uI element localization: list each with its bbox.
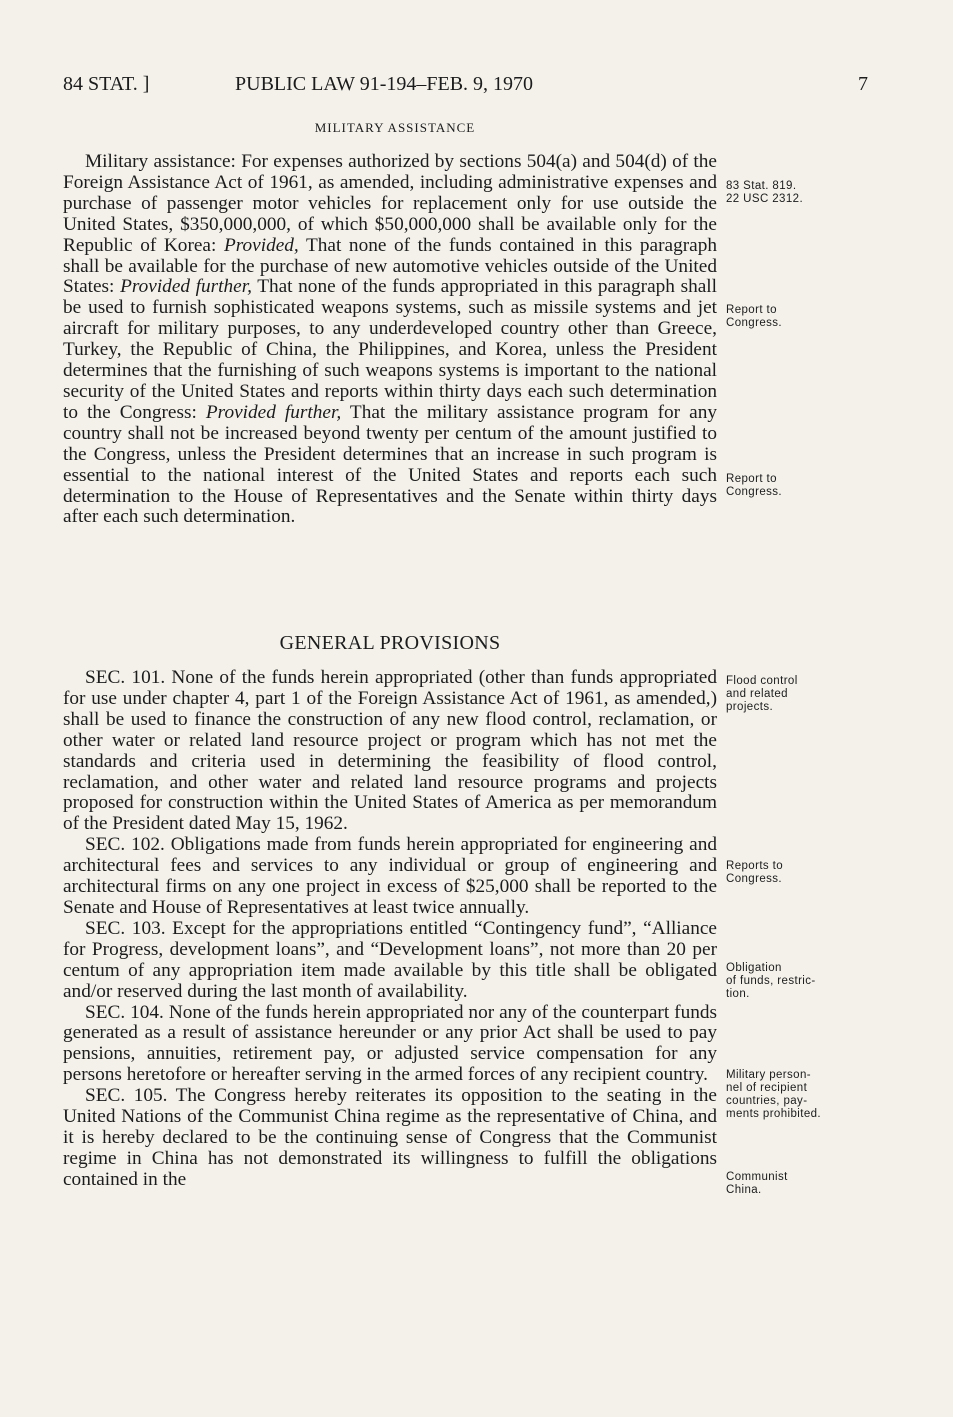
page-number: 7: [858, 73, 868, 95]
section-label: SEC. 102.: [85, 834, 165, 856]
provided-clause: Provided further,: [205, 401, 342, 423]
section-paragraph: SEC. 104. None of the funds herein appropriated nor any of the counterpart funds generated as a result of assistance hereunder or any prior Act shall be used to pay pensions, annuities, retirement pay, or adjusted service compensation for any persons heretofore or hereafter serving in the armed forces of any recipient country.: [63, 1001, 718, 1086]
general-provisions-heading: GENERAL PROVISIONS: [279, 632, 501, 654]
section-label: SEC. 104.: [85, 1001, 164, 1023]
general-provisions-text: [63, 668, 717, 1191]
military-assistance-text: [63, 152, 717, 528]
margin-note-reports: Reports to Congress.: [726, 860, 784, 885]
running-header: PUBLIC LAW 91-194–FEB. 9, 1970: [235, 73, 534, 95]
section-label: SEC. 103.: [85, 917, 166, 939]
margin-note-flood-control: Flood control and related projects.: [726, 675, 798, 713]
military-assistance-paragraph: Military assistance: For expenses authorized by sections 504(a) and 504(d) of the Foreign Assistance Act of 1961, as amended, including administrative expenses and purchase of passenger motor vehicles for replacement only for use outside the United States, $350,000,000, of which $50,000,000 shall be available only for the Republic of Korea: Provided, That none of the funds contained in this paragraph shall be available for the purchase of new automotive vehicles outside of the United States: Provided further, That none of the funds appropriated in this paragraph shall be used to furnish sophisticated weapons systems, such as missile systems and jet aircraft for military purposes, to any underdeveloped country other than Greece, Turkey, the Republic of China, the Philippines, and Korea, unless the President determines that the furnishing of such weapons systems is important to the national security of the United States and reports within thirty days each such determination to the Congress: Provided further, That the military assistance program for any country shall not be increased beyond twenty per centum of the amount justified to the Congress, unless the President determines that an increase in such program is essential to the national interest of the United States and reports each such determination to the House of Representatives and the Senate within thirty days after each such determination.: [63, 151, 718, 528]
section-paragraph: SEC. 101. None of the funds herein appropriated (other than funds appropriated for use under chapter 4, part 1 of the Foreign Assistance Act of 1961, as amended,) shall be used to finance the construction of any new flood control, reclamation, or other water or related land resource project or program which has not met the standards and criteria used in determining the feasibility of flood control, reclamation, and other water and related land resource programs and projects proposed for construction within the United States of America as per memorandum of the President dated May 15, 1962.: [63, 667, 717, 835]
margin-note-report: Report to Congress.: [726, 304, 783, 329]
section-paragraph: SEC. 103. Except for the appropriations entitled “Contingency fund”, “Alliance for Progress, development loans”, and “Development loans”, not more than 20 per centum of any appropriation item made available by this title shall be obligated and/or reserved during the last month of availability.: [63, 917, 717, 1002]
margin-note-communist-china: Communist China.: [726, 1171, 788, 1196]
statute-reference: 84 STAT. ]: [63, 73, 150, 95]
margin-note-obligation: Obligation of funds, restric- tion.: [726, 962, 816, 1000]
section-label: SEC. 105.: [85, 1085, 168, 1107]
section-label: SEC. 101.: [85, 667, 166, 688]
section-paragraph: SEC. 102. Obligations made from funds herein appropriated for engineering and architectural fees and services to any individual or group of engineering and architectural firms on any one project in excess of $25,000 shall be reported to the Senate and House of Representatives at least twice annually.: [63, 834, 717, 918]
provided-clause: Provided further,: [120, 276, 252, 298]
margin-note-citation: 83 Stat. 819. 22 USC 2312.: [726, 180, 804, 205]
section-paragraph: SEC. 105. The Congress hereby reiterates its opposition to the seating in the United Nations of the Communist China regime as the representative of China, and it is hereby declared to be the continuing sense of Congress that the Communist regime in China has not demonstrated its willingness to fulfill the obligations contained in the: [63, 1085, 717, 1190]
provided-clause: Provided,: [223, 234, 299, 256]
section-title: MILITARY ASSISTANCE: [314, 120, 476, 135]
margin-note-military-personnel: Military person- nel of recipient countries, pay- ments prohibited.: [726, 1069, 822, 1120]
margin-note-report: Report to Congress.: [726, 473, 783, 498]
